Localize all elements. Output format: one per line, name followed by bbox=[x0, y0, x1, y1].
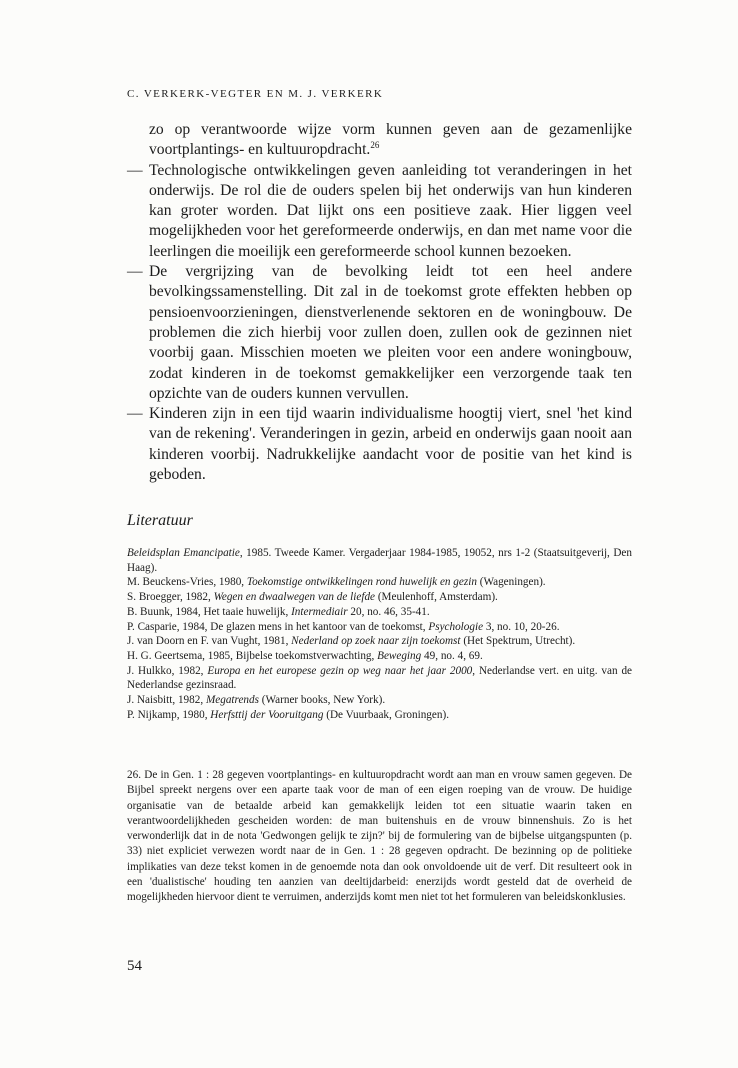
reference-text: (Meulenhoff, Amsterdam). bbox=[375, 591, 498, 604]
main-text bbox=[127, 120, 632, 485]
bullet-dash: — bbox=[127, 161, 143, 179]
reference-item bbox=[127, 590, 632, 605]
bullet-dash: — bbox=[127, 405, 143, 423]
reference-text: P. Casparie, 1984, De glazen mens in het kantoor van de toekomst, bbox=[127, 620, 429, 633]
reference-text: 20, no. 46, 35-41. bbox=[347, 605, 430, 618]
reference-item bbox=[127, 634, 632, 649]
reference-title: Nederland op zoek naar zijn toekomst bbox=[291, 635, 461, 648]
reference-text: S. Broegger, 1982, bbox=[127, 591, 214, 604]
reference-title: Herfsttij der Vooruitgang bbox=[210, 708, 324, 721]
reference-title: Beleidsplan Emancipatie bbox=[127, 547, 240, 559]
bullet-text: De vergrijzing van de bevolking leidt tot een heel andere bevolkingssamenstelling. Dit zal in de toekomst grote effekten hebben op pensioenvoorzieningen, dienstverlenende sektoren en de woningbouw. De problemen die zich hierbij voor zullen doen, zullen ook de gezinnen niet voorbij gaan. Misschien moeten we pleiten voor een andere woningbouw, zodat kinderen in de toekomst gemakkelijker een verzorgende taak ten opzichte van de ouders kunnen vervullen. bbox=[149, 263, 632, 402]
reference-title: Megatrends bbox=[205, 694, 259, 707]
reference-item bbox=[127, 693, 632, 708]
section-title: Literatuur bbox=[127, 512, 193, 529]
continuation-paragraph bbox=[127, 120, 632, 161]
reference-text: P. Nijkamp, 1980, bbox=[127, 708, 211, 721]
reference-item bbox=[127, 664, 632, 693]
reference-text: , Nederlandse vert. en uitg. van de Nederlandse gezinsraad. bbox=[127, 664, 632, 692]
bullet-dash: — bbox=[127, 263, 143, 281]
reference-item bbox=[127, 546, 632, 575]
reference-text: (Het Spektrum, Utrecht). bbox=[460, 635, 576, 648]
footnote-ref: 26 bbox=[370, 140, 380, 151]
reference-text: (Wageningen). bbox=[476, 576, 546, 589]
footnote-paragraph bbox=[127, 768, 632, 906]
bullet-item bbox=[127, 161, 632, 262]
reference-title: Europa en het europese gezin op weg naar het jaar 2000 bbox=[207, 664, 473, 677]
reference-text: (Warner books, New York). bbox=[258, 694, 386, 707]
reference-item bbox=[127, 708, 632, 723]
reference-title: Psychologie bbox=[428, 620, 484, 633]
bullet-item bbox=[127, 404, 632, 485]
bullet-text: Technologische ontwikkelingen geven aanleiding tot veranderingen in het onderwijs. De rol die de ouders spelen bij het onderwijs van hun kinderen kan groter worden. Dat lijkt ons een positieve zaak. Hier liggen veel mogelijkheden voor het gereformeerde onderwijs, en dan met name voor die leerlingen die moeilijk een gereformeerde school kunnen bezoeken. bbox=[149, 161, 632, 260]
reference-title: Beweging bbox=[377, 649, 422, 662]
continuation-text: zo op verantwoorde wijze vorm kunnen geven aan de gezamenlijke voortplantings- en kultuuropdracht. bbox=[149, 121, 632, 159]
reference-text: J. Hulkko, 1982, bbox=[127, 664, 208, 677]
reference-item bbox=[127, 620, 632, 635]
footnote-text: De in Gen. 1 : 28 gegeven voortplantings- en kultuuropdracht wordt aan man en vrouw samen gegeven. De Bijbel spreekt nergens over een aparte taak voor de man of een eigen roeping van de vrouw. De huidige organisatie van de betaalde arbeid kan gemakkelijk leiden tot een situatie waarin taken en verantwoordelijkheden gescheiden worden: de man buitenshuis en de vrouw binnenshuis. Zo is het verwonderlijk dat in de nota 'Gedwongen gelijk te zijn?' bij de formulering van de bijbelse uitgangspunten (p. 33) niet expliciet verwezen wordt naar de in Gen. 1 : 28 gegeven opdracht. De bezinning op de politieke implikaties van deze tekst komen in de genoemde nota dan ook onvoldoende uit de verf. Dit resulteert ook in een 'dualistische' houding ten aanzien van deeltijdarbeid: enerzijds wordt gesteld dat de overheid de mogelijkheden hiervoor dient te verruimen, anderzijds komt men niet tot het formuleren van beleidskonklusies. bbox=[127, 769, 633, 904]
footnote-number: 26. bbox=[127, 769, 141, 781]
reference-item bbox=[127, 649, 632, 664]
reference-text: J. Naisbitt, 1982, bbox=[127, 694, 206, 707]
reference-title: Intermediair bbox=[291, 605, 348, 618]
reference-item bbox=[127, 605, 632, 620]
reference-text: (De Vuurbaak, Groningen). bbox=[323, 708, 449, 721]
reference-text: H. G. Geertsema, 1985, Bijbelse toekomstverwachting, bbox=[127, 649, 378, 662]
running-head: C. VERKERK-VEGTER EN M. J. VERKERK bbox=[127, 88, 384, 100]
reference-title: Wegen en dwaalwegen van de liefde bbox=[213, 591, 376, 604]
page-number: 54 bbox=[127, 958, 142, 974]
reference-text: 49, no. 4, 69. bbox=[421, 649, 483, 662]
reference-list bbox=[127, 546, 632, 722]
footnote bbox=[127, 768, 632, 906]
reference-item bbox=[127, 575, 632, 590]
reference-text: J. van Doorn en F. van Vught, 1981, bbox=[127, 635, 292, 648]
reference-text: , 1985. Tweede Kamer. Vergaderjaar 1984-1985, 19052, nrs 1-2 (Staatsuitgeverij, Den Haag). bbox=[127, 547, 632, 574]
reference-text: M. Beuckens-Vries, 1980, bbox=[127, 576, 247, 589]
reference-text: B. Buunk, 1984, Het taaie huwelijk, bbox=[127, 605, 292, 618]
reference-text: 3, no. 10, 20-26. bbox=[483, 620, 560, 633]
bullet-text: Kinderen zijn in een tijd waarin individualisme hoogtij viert, snel 'het kind van de rekening'. Veranderingen in gezin, arbeid en onderwijs gaan nooit aan kinderen voorbij. Nadrukkelijke aandacht voor de positie van het kind is geboden. bbox=[149, 405, 632, 484]
bullet-item bbox=[127, 262, 632, 404]
reference-title: Toekomstige ontwikkelingen rond huwelijk en gezin bbox=[246, 576, 477, 589]
